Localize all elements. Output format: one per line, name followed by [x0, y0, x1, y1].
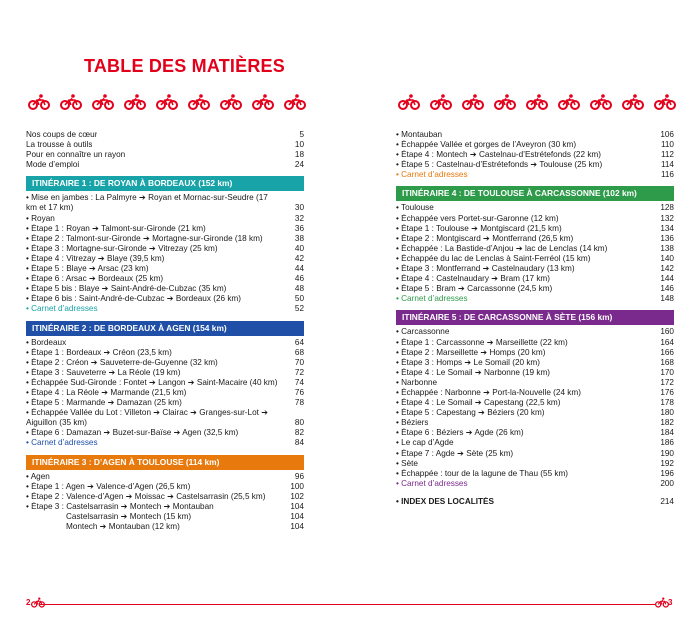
cyclist-icon	[494, 94, 516, 110]
section-header-itineraire-2: ITINÉRAIRE 2 : DE BORDEAUX À AGEN (154 km)	[26, 321, 304, 336]
toc-entry[interactable]: • Étape 5 : Bram ➔ Carcassonne (24,5 km) 146	[396, 284, 674, 294]
toc-entry-index[interactable]: • INDEX DES LOCALITÉS 214	[396, 496, 674, 506]
cyclist-icon	[590, 94, 612, 110]
toc-entry[interactable]: • Échappée Vallée du Lot : Villeton ➔ Clairac ➔ Granges-sur-Lot ➔ Aiguillon (35 km) 80	[26, 408, 304, 428]
toc-entry[interactable]: Mode d’emploi 24	[26, 160, 304, 170]
toc-entry-carnet[interactable]: • Carnet d’adresses 148	[396, 294, 674, 304]
page-number-left: 2	[26, 598, 31, 607]
toc-entry[interactable]: • Étape 5 : Castelnau-d’Estrétefonds ➔ Toulouse (25 km) 114	[396, 160, 674, 170]
toc-entry[interactable]: • Étape 1 : Bordeaux ➔ Créon (23,5 km) 68	[26, 347, 304, 357]
cyclist-icon	[655, 597, 669, 608]
toc-entry[interactable]: • Le cap d’Agde 186	[396, 438, 674, 448]
toc-entry[interactable]: • Échappée : tour de la lagune de Thau (55 km) 196	[396, 468, 674, 478]
toc-entry[interactable]: • Étape 5 : Blaye ➔ Arsac (23 km) 44	[26, 264, 304, 274]
toc-entry[interactable]: • Étape 3 : Castelsarrasin ➔ Montech ➔ Montauban 104	[26, 501, 304, 511]
toc-entry[interactable]: • Étape 6 : Damazan ➔ Buzet-sur-Baïse ➔ Agen (32,5 km) 82	[26, 428, 304, 438]
toc-entry[interactable]: • Échappée Sud-Gironde : Fontet ➔ Langon ➔ Saint-Macaire (40 km) 74	[26, 377, 304, 387]
toc-entry[interactable]: • Bordeaux 64	[26, 337, 304, 347]
cyclist-icon	[252, 94, 274, 110]
footer-rule	[350, 604, 655, 605]
toc-entry[interactable]: • Étape 2 : Montgiscard ➔ Montferrand (26,5 km) 136	[396, 233, 674, 243]
toc-entry[interactable]: Pour en connaître un rayon 18	[26, 150, 304, 160]
cyclist-icon	[398, 94, 420, 110]
toc-subentry[interactable]: Montech ➔ Montauban (12 km) 104	[66, 522, 304, 531]
toc-entry[interactable]: • Échappée : La Bastide-d’Anjou ➔ lac de Lenclas (14 km) 138	[396, 243, 674, 253]
toc-right	[396, 130, 674, 507]
toc-entry[interactable]: • Béziers 182	[396, 418, 674, 428]
toc-entry[interactable]: • Échappée du lac de Lenclas à Saint-Ferréol (15 km) 140	[396, 253, 674, 263]
cyclist-icon	[284, 94, 306, 110]
toc-entry[interactable]: • Étape 3 : Montferrand ➔ Castelnaudary (13 km) 142	[396, 264, 674, 274]
toc-entry[interactable]: • Étape 1 : Royan ➔ Talmont-sur-Gironde (21 km) 36	[26, 223, 304, 233]
toc-entry[interactable]: • Étape 4 : Le Somail ➔ Capestang (22,5 km) 178	[396, 398, 674, 408]
toc-entry[interactable]: • Royan 32	[26, 213, 304, 223]
toc-entry[interactable]: • Étape 7 : Agde ➔ Sète (25 km) 190	[396, 448, 674, 458]
cyclist-icon	[28, 94, 50, 110]
toc-entry-carnet[interactable]: • Carnet d’adresses 84	[26, 438, 304, 448]
toc-entry[interactable]: La trousse à outils 10	[26, 140, 304, 150]
toc-entry[interactable]: • Étape 3 : Homps ➔ Le Somail (20 km) 168	[396, 357, 674, 367]
toc-entry[interactable]: • Étape 5 : Capestang ➔ Béziers (20 km) 180	[396, 408, 674, 418]
toc-entry[interactable]: • Étape 1 : Agen ➔ Valence-d’Agen (26,5 km) 100	[26, 481, 304, 491]
toc-entry[interactable]: • Étape 6 : Arsac ➔ Bordeaux (25 km) 46	[26, 274, 304, 284]
toc-entry[interactable]: • Étape 2 : Valence-d’Agen ➔ Moissac ➔ Castelsarrasin (25,5 km) 102	[26, 491, 304, 501]
cyclist-icon	[462, 94, 484, 110]
cyclist-icon	[220, 94, 242, 110]
cyclist-icon	[156, 94, 178, 110]
footer-rule	[40, 604, 350, 605]
page-number-right: 3	[668, 598, 673, 607]
toc-entry[interactable]: • Agen 96	[26, 471, 304, 481]
toc-entry[interactable]: • Échappée Vallée et gorges de l’Aveyron (30 km) 110	[396, 140, 674, 150]
cyclist-icon-row	[398, 94, 676, 110]
toc-entry[interactable]: • Montauban 106	[396, 130, 674, 139]
toc-entry[interactable]: • Étape 2 : Marseillette ➔ Homps (20 km) 166	[396, 347, 674, 357]
section-header-itineraire-5: ITINÉRAIRE 5 : DE CARCASSONNE À SÈTE (156 km)	[396, 310, 674, 325]
toc-entry[interactable]: • Étape 4 : Castelnaudary ➔ Bram (17 km) 144	[396, 274, 674, 284]
toc-entry[interactable]: • Étape 5 bis : Blaye ➔ Saint-André-de-Cubzac (35 km) 48	[26, 284, 304, 294]
toc-entry[interactable]: • Étape 4 : Le Somail ➔ Narbonne (19 km) 170	[396, 367, 674, 377]
cyclist-icon	[60, 94, 82, 110]
toc-entry-carnet[interactable]: • Carnet d’adresses 116	[396, 170, 674, 180]
cyclist-icon	[124, 94, 146, 110]
toc-entry[interactable]: • Étape 4 : Vitrezay ➔ Blaye (39,5 km) 42	[26, 253, 304, 263]
cyclist-icon	[92, 94, 114, 110]
toc-entry[interactable]: • Étape 6 : Béziers ➔ Agde (26 km) 184	[396, 428, 674, 438]
toc-entry[interactable]: • Carcassonne 160	[396, 327, 674, 337]
toc-entry[interactable]: • Étape 2 : Créon ➔ Sauveterre-de-Guyenne (32 km) 70	[26, 357, 304, 367]
section-header-itineraire-4: ITINÉRAIRE 4 : DE TOULOUSE À CARCASSONNE (102 km)	[396, 186, 674, 201]
toc-entry[interactable]: • Étape 4 : Montech ➔ Castelnau-d’Estrétefonds (22 km) 112	[396, 150, 674, 160]
toc-entry-carnet[interactable]: • Carnet d’adresses 52	[26, 304, 304, 314]
cyclist-icon	[558, 94, 580, 110]
toc-entry[interactable]: Nos coups de cœur 5	[26, 130, 304, 139]
toc-entry[interactable]: • Échappée : Narbonne ➔ Port-la-Nouvelle (24 km) 176	[396, 387, 674, 397]
toc-left	[26, 130, 304, 532]
toc-entry[interactable]: • Mise en jambes : La Palmyre ➔ Royan et Mornac-sur-Seudre (17 km et 17 km) 30	[26, 193, 304, 213]
toc-entry[interactable]: • Étape 1 : Carcassonne ➔ Marseillette (22 km) 164	[396, 337, 674, 347]
cyclist-icon	[430, 94, 452, 110]
toc-entry[interactable]: • Narbonne 172	[396, 377, 674, 387]
toc-entry[interactable]: • Étape 6 bis : Saint-André-de-Cubzac ➔ Bordeaux (26 km) 50	[26, 294, 304, 304]
toc-entry[interactable]: • Toulouse 128	[396, 203, 674, 213]
toc-entry[interactable]: • Étape 4 : La Réole ➔ Marmande (21,5 km) 76	[26, 387, 304, 397]
section-header-itineraire-1: ITINÉRAIRE 1 : DE ROYAN À BORDEAUX (152 km)	[26, 176, 304, 191]
toc-entry[interactable]: • Étape 3 : Sauveterre ➔ La Réole (19 km) 72	[26, 367, 304, 377]
toc-entry[interactable]: • Étape 5 : Marmande ➔ Damazan (25 km) 78	[26, 398, 304, 408]
toc-entry-carnet[interactable]: • Carnet d’adresses 200	[396, 478, 674, 488]
toc-entry[interactable]: • Échappée vers Portet-sur-Garonne (12 km) 132	[396, 213, 674, 223]
toc-entry[interactable]: • Étape 3 : Mortagne-sur-Gironde ➔ Vitrezay (25 km) 40	[26, 243, 304, 253]
cyclist-icon	[188, 94, 210, 110]
cyclist-icon	[31, 597, 45, 608]
toc-entry[interactable]: • Sète 192	[396, 458, 674, 468]
cyclist-icon-row	[28, 94, 306, 110]
toc-subentry[interactable]: Castelsarrasin ➔ Montech (15 km) 104	[66, 511, 304, 521]
section-header-itineraire-3: ITINÉRAIRE 3 : D’AGEN À TOULOUSE (114 km)	[26, 455, 304, 470]
page-title: TABLE DES MATIÈRES	[84, 56, 285, 76]
cyclist-icon	[622, 94, 644, 110]
toc-entry[interactable]: • Étape 2 : Talmont-sur-Gironde ➔ Mortagne-sur-Gironde (18 km) 38	[26, 233, 304, 243]
cyclist-icon	[526, 94, 548, 110]
cyclist-icon	[654, 94, 676, 110]
toc-entry[interactable]: • Étape 1 : Toulouse ➔ Montgiscard (21,5 km) 134	[396, 223, 674, 233]
